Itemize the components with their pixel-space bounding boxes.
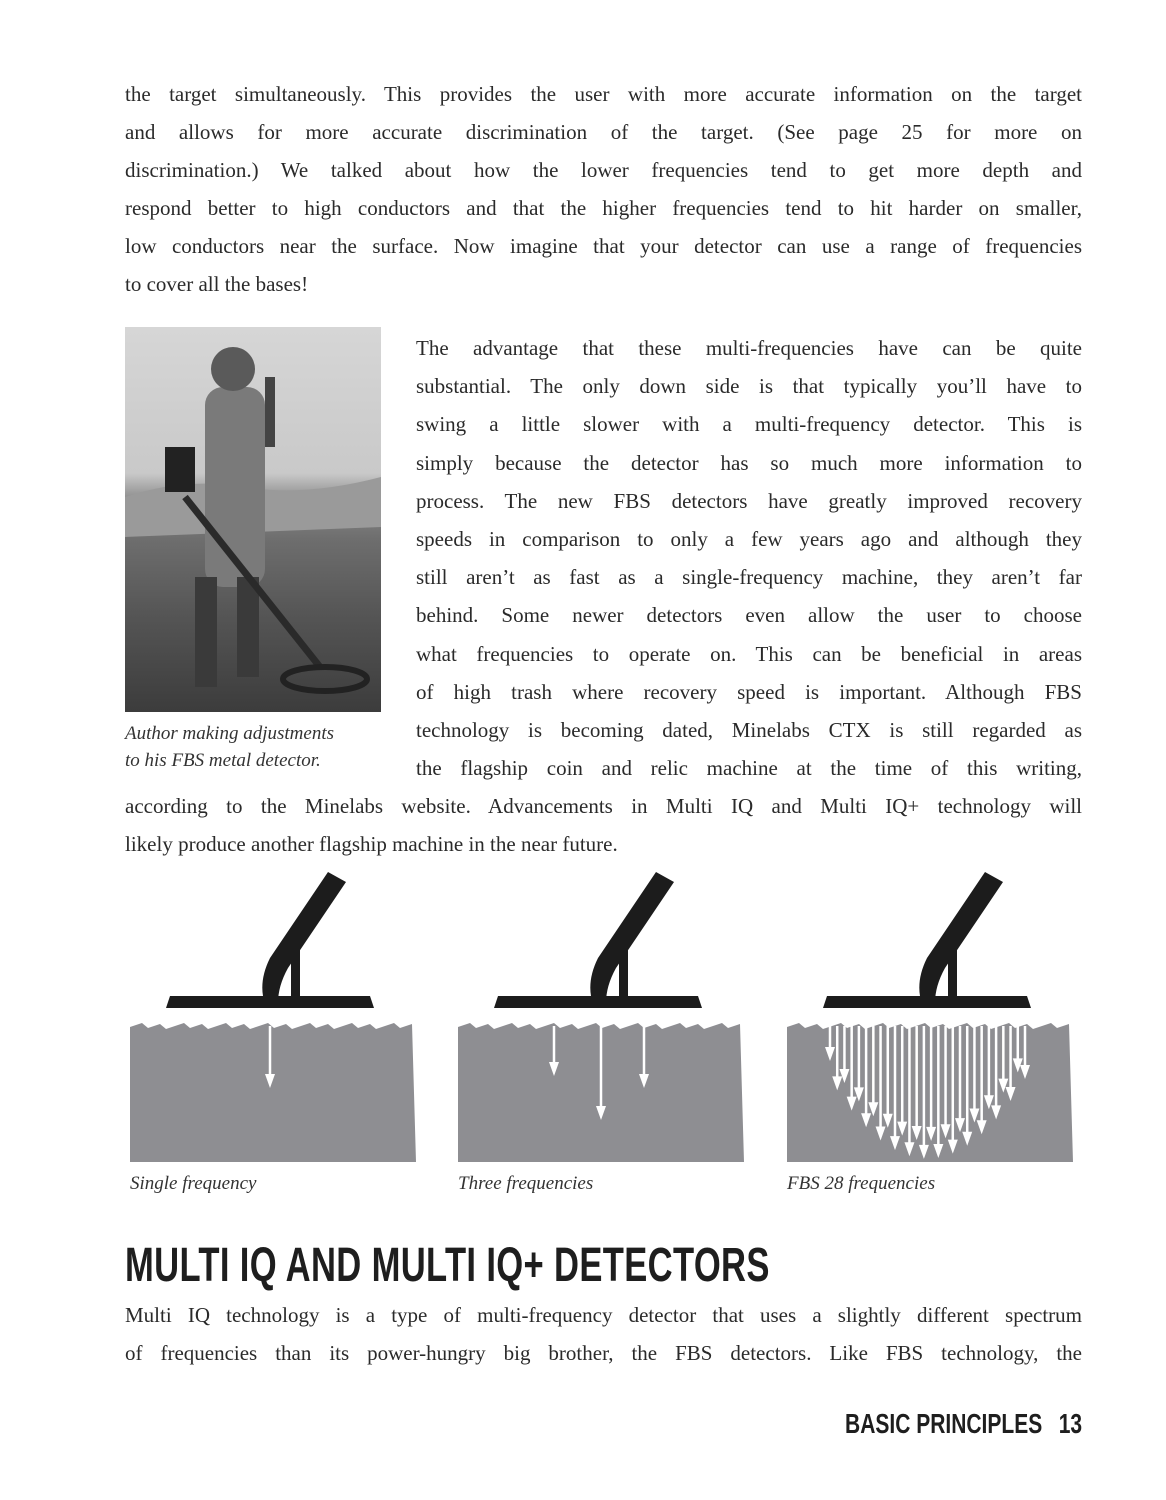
diagram-panel [785,868,1075,1194]
diagram-panel [128,868,418,1194]
text-line: the target simultaneously. This provides the user with more accurate information on the target [125,82,1082,106]
text-line: speeds in comparison to only a few years ago and although they [416,527,1082,551]
diagram-caption: Three frequencies [458,1173,594,1194]
text-line: Multi IQ technology is a type of multi-frequency detector that uses a slightly different spectrum [125,1303,1082,1327]
text-line: swing a little slower with a multi-frequency detector. This is [416,412,1082,437]
detector-shaft [919,872,1003,1003]
footer-section-title: BASIC PRINCIPLES [844,1408,1043,1439]
diagram-caption: Single frequency [130,1173,257,1194]
detector-shaft [590,872,674,1003]
text-line: of frequencies than its power-hungry big brother, the FBS detectors. Like FBS technology, the [125,1341,1082,1365]
detector-brace [619,948,628,1000]
photo-caption-line-1: Author making adjustments [125,723,334,744]
text-line: the flagship coin and relic machine at the time of this writing, [416,756,1082,781]
detector-shaft [262,872,346,1003]
text-line: to cover all the bases! [125,272,309,296]
text-line: The advantage that these multi-frequencies have can be quite [416,336,1082,360]
text-line: behind. Some newer detectors even allow the user to choose [416,603,1082,628]
text-line: of high trash where recovery speed is important. Although FBS [416,679,1082,704]
text-line: respond better to high conductors and that the higher frequencies tend to hit harder on smaller, [125,196,1082,220]
detector-coil [494,996,702,1008]
section-heading: MULTI IQ AND MULTI IQ+ DETECTORS [125,1239,770,1292]
detector-brace [948,948,957,1000]
page-number: 13 [1058,1408,1082,1439]
diagram-caption: FBS 28 frequencies [787,1173,936,1194]
diagram-panel [456,868,746,1194]
text-line: substantial. The only down side is that typically you’ll have to [416,374,1082,399]
text-line: what frequencies to operate on. This can be beneficial in areas [416,641,1082,666]
page-footer [845,1408,1082,1440]
detector-brace [291,948,300,1000]
text-line: likely produce another flagship machine in the near future. [125,832,618,856]
text-line: discrimination.) We talked about how the lower frequencies tend to get more depth and [125,158,1082,182]
photo-caption-line-2: to his FBS metal detector. [125,750,321,771]
detector-coil [823,996,1031,1008]
detector-coil [166,996,374,1008]
author-photo [125,327,381,712]
text-line: technology is becoming dated, Minelabs CTX is still regarded as [416,718,1082,742]
text-line: still aren’t as fast as a single-frequency machine, they aren’t far [416,565,1082,590]
text-line: simply because the detector has so much more information to [416,450,1082,475]
text-line: according to the Minelabs website. Advancements in Multi IQ and Multi IQ+ technology will [125,794,1082,818]
text-line: and allows for more accurate discrimination of the target. (See page 25 for more on [125,120,1082,144]
text-line: low conductors near the surface. Now imagine that your detector can use a range of frequencies [125,234,1082,258]
text-line: process. The new FBS detectors have greatly improved recovery [416,488,1082,513]
ground [130,1023,416,1162]
